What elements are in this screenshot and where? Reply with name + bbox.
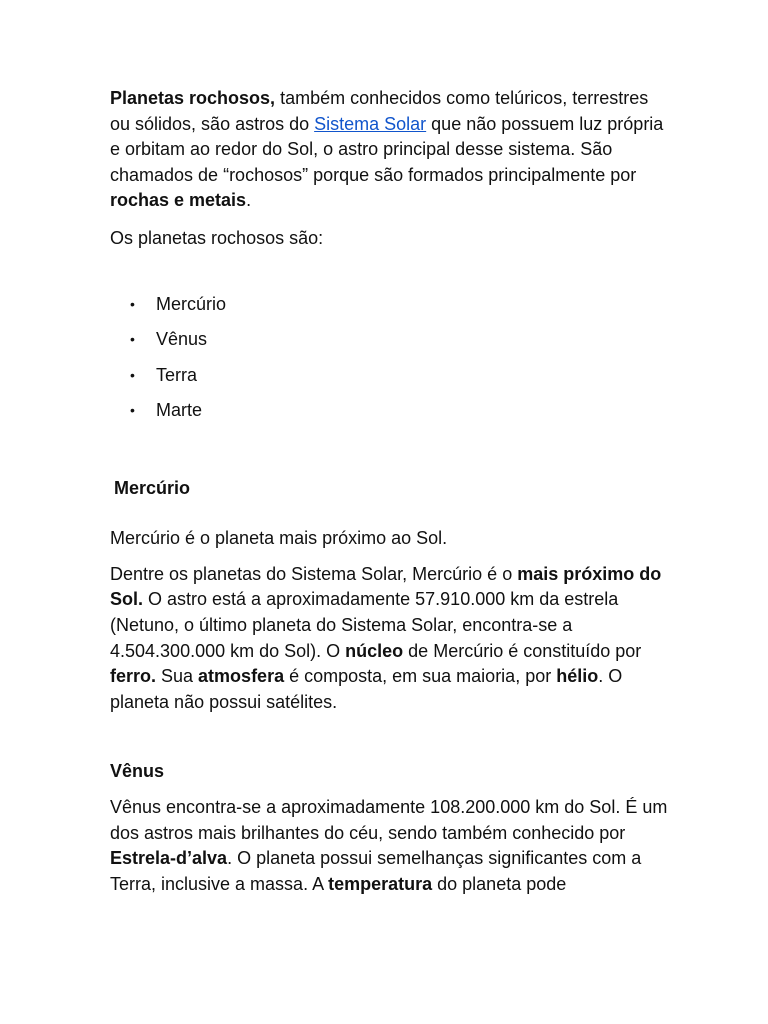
bullet-icon: •	[130, 331, 135, 348]
mercurio-text-1: Dentre os planetas do Sistema Solar, Mercúrio é o	[110, 563, 518, 584]
intro-text-3: .	[246, 190, 252, 211]
bullet-icon: •	[130, 402, 135, 419]
bullet-icon: •	[130, 295, 135, 312]
intro-text-1: também conhecidos como telúricos, terrestres ou sólidos, são astros do	[110, 88, 649, 134]
venus-text-2: . O planeta possui semelhanças significantes com a Terra, inclusive a massa. A	[110, 848, 642, 894]
list-intro: Os planetas rochosos são:	[110, 227, 324, 248]
mercurio-text-3: de Mercúrio é constituído por	[403, 640, 642, 661]
document-page	[110, 86, 670, 897]
mercurio-text-5: é composta, em sua maioria, por	[284, 666, 557, 687]
bullet-icon: •	[130, 366, 135, 383]
intro-bold-end: rochas e metais	[110, 190, 247, 211]
mercurio-caption: Mercúrio é o planeta mais próximo ao Sol.	[110, 528, 448, 549]
intro-bold-lead: Planetas rochosos,	[110, 88, 276, 108]
list-item-label: Terra	[156, 364, 198, 385]
mercurio-text-6: . O planeta não possui satélites.	[110, 666, 623, 712]
mercurio-text-2: O astro está a aproximadamente 57.910.000 km da estrela (Netuno, o último planeta do Sistema Solar, encontra-se a 4.504.300.000 km do Sol). O	[110, 589, 619, 661]
planet-list	[110, 292, 670, 434]
mercurio-bold-2: núcleo	[345, 640, 404, 661]
mercurio-paragraph	[110, 562, 670, 716]
venus-text-3: do planeta pode	[432, 873, 567, 894]
sistema-solar-link[interactable]: Sistema Solar	[314, 113, 427, 134]
list-item-label: Marte	[156, 400, 203, 421]
venus-bold-1: Estrela-d’alva	[110, 848, 228, 869]
mercurio-text-4: Sua	[156, 666, 199, 687]
mercurio-heading: Mercúrio	[114, 477, 191, 498]
list-item	[110, 292, 670, 328]
venus-heading: Vênus	[110, 761, 165, 782]
list-item-label: Vênus	[156, 329, 208, 350]
venus-bold-2: temperatura	[328, 873, 433, 894]
venus-text-1: Vênus encontra-se a aproximadamente 108.200.000 km do Sol. É um dos astros mais brilhantes do céu, sendo também conhecido por	[110, 796, 668, 843]
mercurio-bold-1: mais próximo do Sol.	[110, 563, 662, 610]
list-item	[110, 363, 670, 399]
mercurio-bold-3: ferro.	[110, 666, 157, 687]
mercurio-bold-4: atmosfera	[198, 666, 285, 687]
venus-paragraph	[110, 795, 670, 897]
intro-text-2: que não possuem luz própria e orbitam ao redor do Sol, o astro principal desse sistema. São chamados de “rochosos” porque são formados principalmente por	[110, 113, 664, 185]
intro-paragraph	[110, 86, 670, 214]
list-item-label: Mercúrio	[156, 293, 227, 314]
list-item	[110, 398, 670, 434]
list-item	[110, 327, 670, 363]
mercurio-bold-5: hélio	[556, 666, 599, 687]
